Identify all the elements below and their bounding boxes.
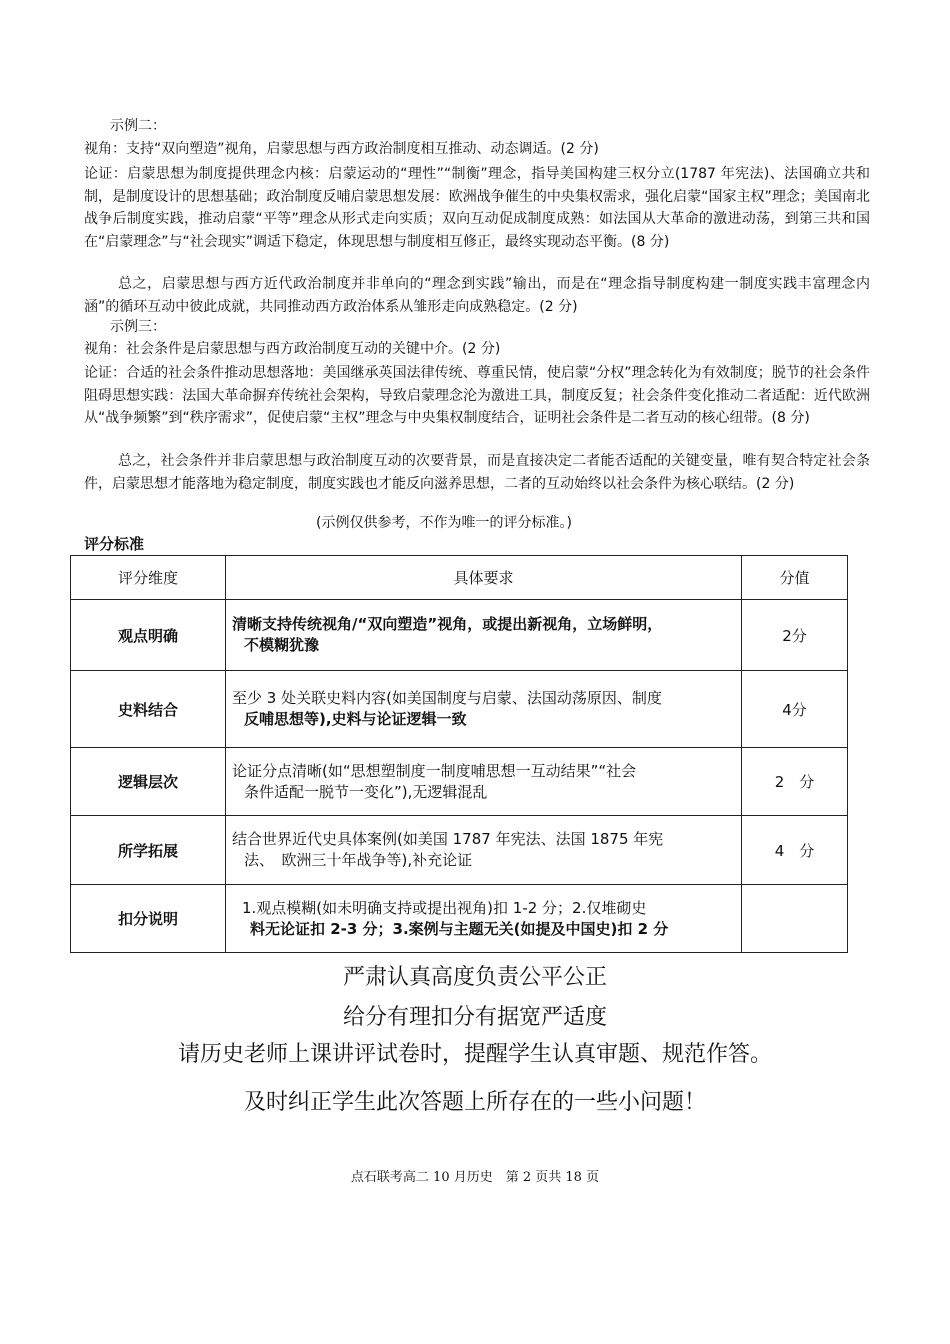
header-score: 分值 xyxy=(742,556,848,600)
requirement-line-2: 料无论证扣 2-3 分；3.案例与主题无关(如提及中国史)扣 2 分 xyxy=(250,919,669,938)
requirement-line-1: 1.观点模糊(如未明确支持或提出视角)扣 1-2 分；2.仅堆砌史 xyxy=(242,898,647,917)
row-requirement xyxy=(226,885,742,953)
requirement-line-2: 反哺思想等),史料与论证逻辑一致 xyxy=(244,710,467,728)
page-footer: 点石联考高二 10 月历史 第 2 页共 18 页 xyxy=(350,1170,600,1185)
requirement-line-2: 不模糊犹豫 xyxy=(244,636,320,654)
table-row xyxy=(71,816,848,885)
row-dimension: 观点明确 xyxy=(71,600,226,671)
row-requirement xyxy=(226,816,742,885)
row-dimension: 所学拓展 xyxy=(71,816,226,885)
rubric-heading: 评分标准 xyxy=(84,535,145,553)
requirement-line-1: 至少 3 处关联史料内容(如美国制度与启蒙、法国动荡原因、制度 xyxy=(232,689,662,707)
table-header-row xyxy=(71,556,848,600)
row-score: 4 分 xyxy=(742,816,848,885)
example3-title: 示例三： xyxy=(110,319,166,335)
header-requirement: 具体要求 xyxy=(226,556,742,600)
requirement-line-2: 条件适配一脱节一变化”),无逻辑混乱 xyxy=(244,782,488,801)
row-dimension: 扣分说明 xyxy=(71,885,226,953)
slogan-3: 请历史老师上课讲评试卷时，提醒学生认真审题、规范作答。 xyxy=(177,1042,772,1067)
example2-summary: 总之，启蒙思想与西方近代政治制度并非单向的“理念到实践”输出，而是在“理念指导制度构建一制度实践丰富理念内涵”的循环互动中彼此成就，共同推动西方政治体系从雏形走向成熟稳定。(2 分) xyxy=(84,276,870,315)
table-row xyxy=(71,600,848,671)
row-requirement xyxy=(226,600,742,671)
slogan-1: 严肃认真高度负责公平公正 xyxy=(342,965,607,990)
requirement-line-2: 法、 欧洲三十年战争等),补充论证 xyxy=(244,851,473,869)
reference-note: (示例仅供参考，不作为唯一的评分标准。) xyxy=(316,515,572,531)
row-score: 4分 xyxy=(742,671,848,748)
row-score xyxy=(742,885,848,953)
requirement-line-1: 论证分点清晰(如“思想塑制度一制度哺思想一互动结果”“社会 xyxy=(232,761,637,780)
example3-argument: 论证：合适的社会条件推动思想落地：美国继承英国法律传统、尊重民情，使启蒙“分权”理念转化为有效制度；脱节的社会条件阻碍思想实践：法国大革命摒弃传统社会架构，导致启蒙理念沦为激进工具，制度反复；社会条件变化推动二者适配：近代欧洲从“战争频繁”到“秩序需求”，促使启蒙“主权”理念与中央集权制度结合，证明社会条件是二者互动的核心纽带。(8 分) xyxy=(84,365,870,426)
row-dimension: 史料结合 xyxy=(71,671,226,748)
table-row xyxy=(71,885,848,953)
table-row xyxy=(71,748,848,816)
row-score: 2 分 xyxy=(742,748,848,816)
example2-title: 示例二： xyxy=(110,118,166,134)
row-score: 2分 xyxy=(742,600,848,671)
row-dimension: 逻辑层次 xyxy=(71,748,226,816)
header-dimension: 评分维度 xyxy=(71,556,226,600)
example3-view: 视角：社会条件是启蒙思想与西方政治制度互动的关键中介。(2 分) xyxy=(84,341,501,357)
example2-view: 视角：支持“双向塑造”视角，启蒙思想与西方政治制度相互推动、动态调适。(2 分) xyxy=(84,141,599,157)
row-requirement xyxy=(226,748,742,816)
slogan-2: 给分有理扣分有据宽严适度 xyxy=(342,1005,607,1030)
requirement-line-1: 结合世界近代史具体案例(如美国 1787 年宪法、法国 1875 年宪 xyxy=(232,830,664,848)
rubric-table xyxy=(70,555,848,953)
requirement-line-1: 清晰支持传统视角/“双向塑造”视角，或提出新视角，立场鲜明， xyxy=(232,615,663,633)
example3-summary: 总之，社会条件并非启蒙思想与政治制度互动的次要背景，而是直接决定二者能否适配的关键变量，唯有契合特定社会条件，启蒙思想才能落地为稳定制度，制度实践也才能反向滋养思想，二者的互动始终以社会条件为核心联结。(2 分) xyxy=(84,453,870,492)
example2-argument: 论证：启蒙思想为制度提供理念内核：启蒙运动的“理性”“制衡”理念，指导美国构建三权分立(1787 年宪法)、法国确立共和制，是制度设计的思想基础；政治制度反哺启蒙思想发展：欧洲战争催生的中央集权需求，强化启蒙“国家主权”理念；美国南北战争后制度实践，推动启蒙“平等”理念从形式走向实质；双向互动促成制度成熟：如法国从大革命的激进动荡，到第三共和国在“启蒙理念”与“社会现实”调适下稳定，体现思想与制度相互修正，最终实现动态平衡。(8 分) xyxy=(84,166,870,250)
table-row xyxy=(71,671,848,748)
slogan-4: 及时纠正学生此次答题上所存在的一些小问题！ xyxy=(243,1090,706,1115)
row-requirement xyxy=(226,671,742,748)
